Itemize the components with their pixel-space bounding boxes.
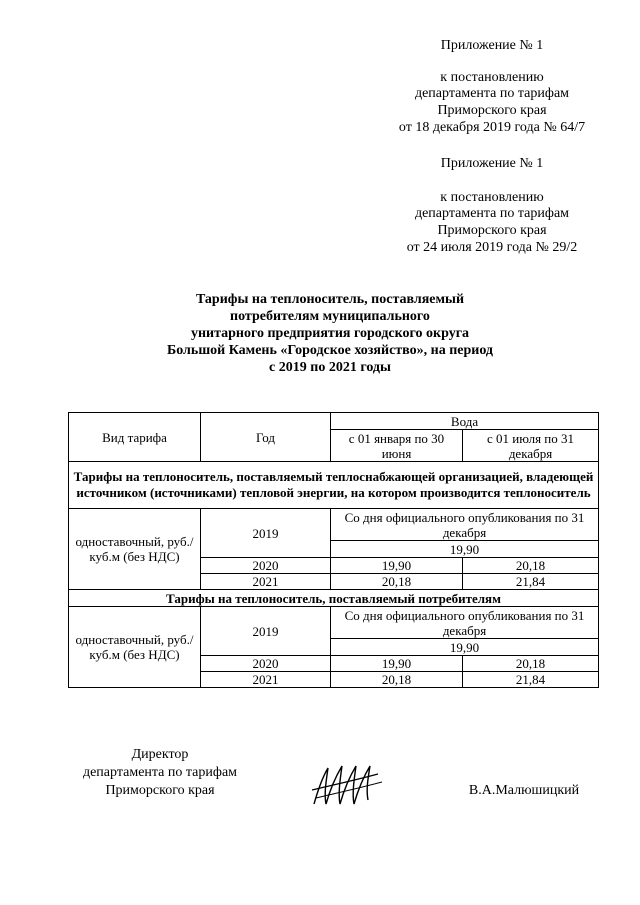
annex-1-line: департамента по тарифам <box>414 86 570 101</box>
year-cell: 2020 <box>201 656 331 672</box>
value-cell: 21,84 <box>463 574 599 590</box>
annex-2-line: департамента по тарифам <box>414 206 570 221</box>
section-title: Тарифы на теплоноситель, поставляемый теплоснабжающей организацией, владеющей источником (источниками) тепловой энергии, на котором производится теплоноситель <box>69 462 599 509</box>
value-cell: 19,90 <box>331 639 599 656</box>
tariff-table <box>68 412 599 688</box>
signer-position-line: Директор <box>131 747 189 762</box>
year-cell: 2020 <box>201 558 331 574</box>
handwritten-signature <box>308 760 388 810</box>
annex-2-line: к постановлению <box>440 190 544 205</box>
header-tariff-type: Вид тарифа <box>69 413 201 462</box>
title-line: Большой Камень «Городское хозяйство», на период <box>166 343 494 358</box>
header-period-2: с 01 июля по 31 декабря <box>463 430 599 462</box>
tariff-type-cell: одноставочный, руб./куб.м (без НДС) <box>69 607 201 688</box>
section-title: Тарифы на теплоноситель, поставляемый потребителям <box>69 590 599 607</box>
value-cell: 20,18 <box>331 574 463 590</box>
signer-position-line: департамента по тарифам <box>82 765 238 780</box>
annex-1-line: от 18 декабря 2019 года № 64/7 <box>398 120 586 135</box>
annex-2-line: Приморского края <box>437 223 547 238</box>
value-cell: 19,90 <box>331 541 599 558</box>
period-note-cell: Со дня официального опубликования по 31 декабря <box>331 509 599 541</box>
annex-1-line: к постановлению <box>440 70 544 85</box>
year-cell: 2021 <box>201 672 331 688</box>
tariff-type-cell: одноставочный, руб./куб.м (без НДС) <box>69 509 201 590</box>
year-cell: 2019 <box>201 509 331 558</box>
value-cell: 20,18 <box>463 558 599 574</box>
header-period-1: с 01 января по 30 июня <box>331 430 463 462</box>
title-line: Тарифы на теплоноситель, поставляемый <box>195 292 465 307</box>
value-cell: 19,90 <box>331 656 463 672</box>
title-line: потребителям муниципального <box>230 309 430 324</box>
annex-1-line: Приморского края <box>437 103 547 118</box>
signer-name: В.А.Малюшицкий <box>468 783 580 798</box>
value-cell: 19,90 <box>331 558 463 574</box>
annex-2-line: от 24 июля 2019 года № 29/2 <box>406 240 578 255</box>
title-line: унитарного предприятия городского округа <box>190 326 470 341</box>
header-year: Год <box>201 413 331 462</box>
annex-2-heading: Приложение № 1 <box>440 156 544 171</box>
value-cell: 20,18 <box>463 656 599 672</box>
value-cell: 21,84 <box>463 672 599 688</box>
signer-position-line: Приморского края <box>105 783 215 798</box>
year-cell: 2019 <box>201 607 331 656</box>
period-note-cell: Со дня официального опубликования по 31 декабря <box>331 607 599 639</box>
value-cell: 20,18 <box>331 672 463 688</box>
header-water: Вода <box>331 413 599 430</box>
annex-1-heading: Приложение № 1 <box>440 38 544 53</box>
title-line: с 2019 по 2021 годы <box>269 360 391 375</box>
year-cell: 2021 <box>201 574 331 590</box>
